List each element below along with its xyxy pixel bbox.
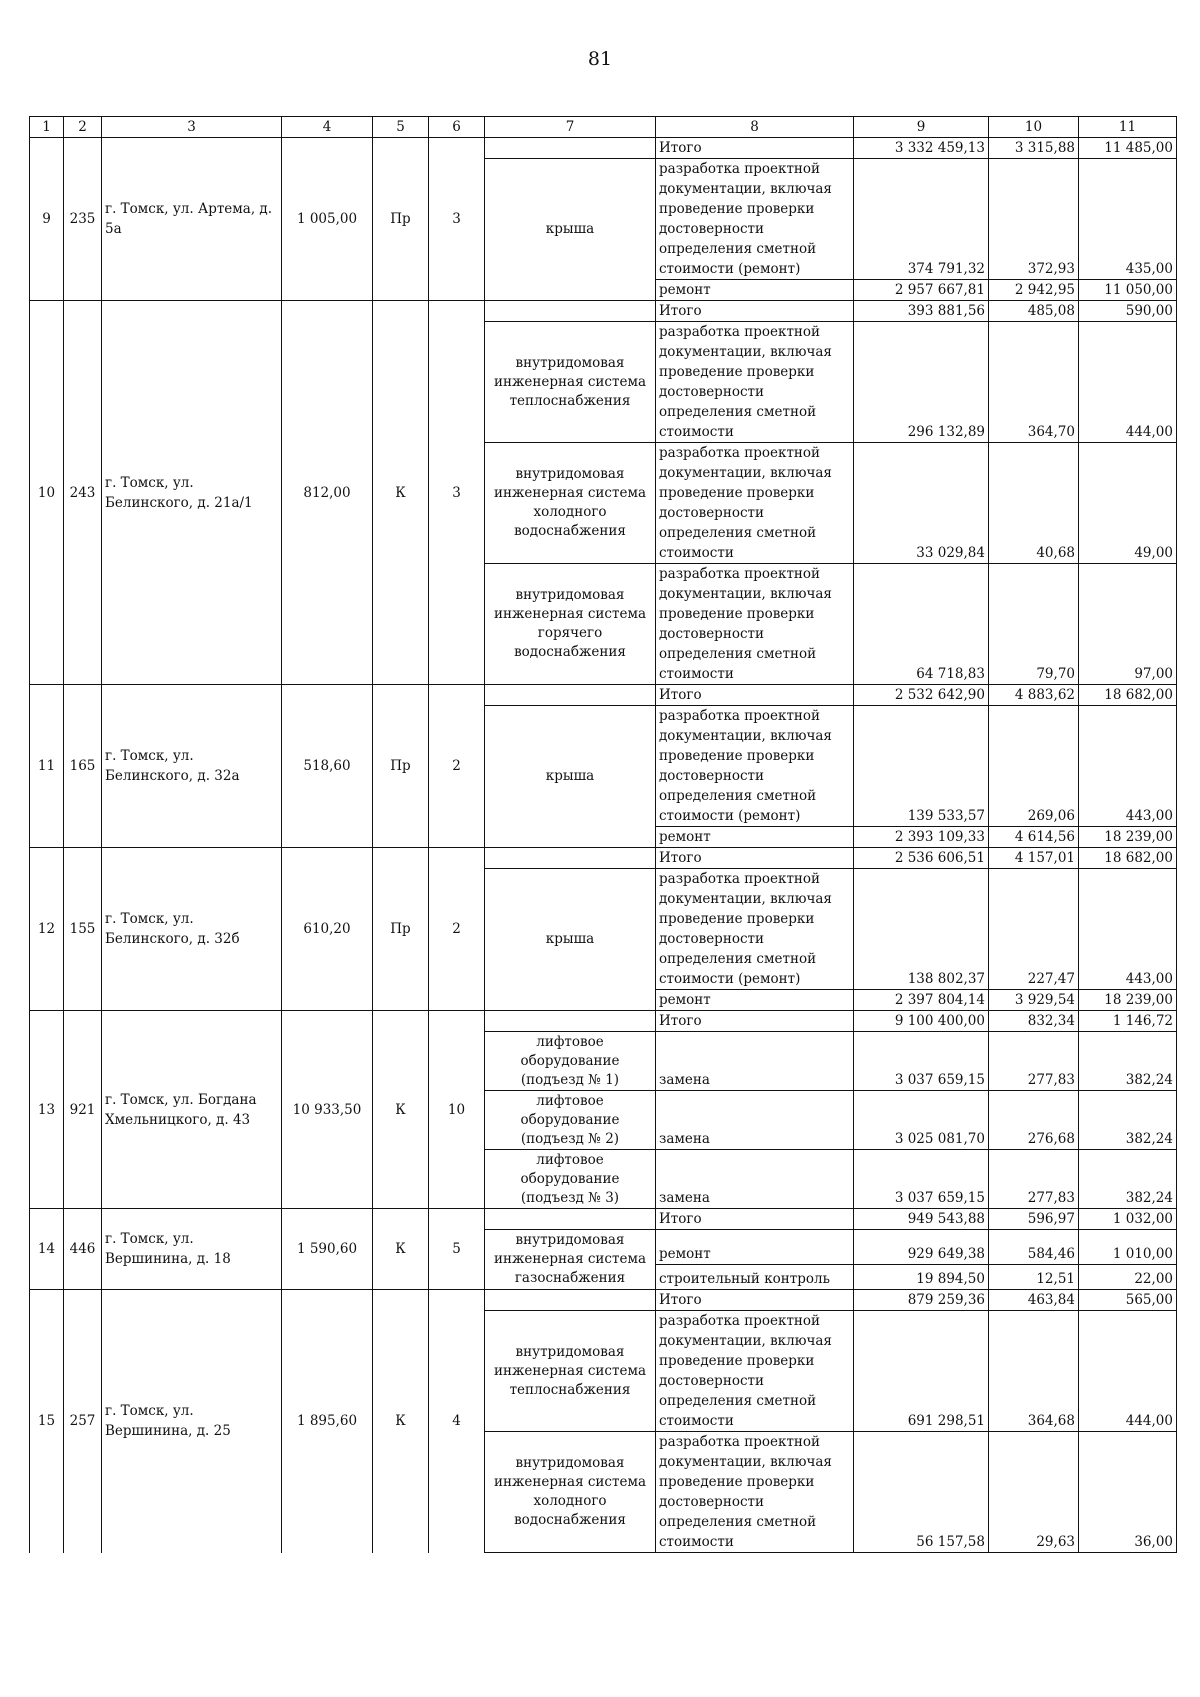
building-type: Пр <box>373 685 429 848</box>
building-area: 812,00 <box>282 301 373 685</box>
unit-cost-value: 364,68 <box>989 1311 1079 1432</box>
limit-value: 11 050,00 <box>1079 280 1177 301</box>
unit-cost-value: 277,83 <box>989 1032 1079 1091</box>
building-area: 518,60 <box>282 685 373 848</box>
system-cell: лифтовое оборудование (подъезд № 3) <box>485 1150 656 1209</box>
building-floors: 4 <box>429 1290 485 1553</box>
limit-value: 1 010,00 <box>1079 1230 1177 1265</box>
work-type: разработка проектной документации, включая проведение проверки достоверности определения сметной стоимости <box>656 443 854 564</box>
unit-cost-value: 584,46 <box>989 1230 1079 1265</box>
building-floors: 5 <box>429 1209 485 1290</box>
limit-value: 443,00 <box>1079 869 1177 990</box>
building-type: Пр <box>373 138 429 301</box>
column-header: 5 <box>373 117 429 138</box>
system-cell: крыша <box>485 159 656 301</box>
unit-cost-value: 364,70 <box>989 322 1079 443</box>
work-type: разработка проектной документации, включая проведение проверки достоверности определения сметной стоимости (ремонт) <box>656 706 854 827</box>
total-row <box>30 301 1177 322</box>
limit-value: 1 146,72 <box>1079 1011 1177 1032</box>
column-header: 10 <box>989 117 1079 138</box>
row-number: 11 <box>30 685 64 848</box>
system-cell <box>485 1011 656 1032</box>
limit-value: 97,00 <box>1079 564 1177 685</box>
system-cell <box>485 138 656 159</box>
building-area: 610,20 <box>282 848 373 1011</box>
row-number: 14 <box>30 1209 64 1290</box>
total-label: Итого <box>656 1209 854 1230</box>
work-type: разработка проектной документации, включая проведение проверки достоверности определения сметной стоимости <box>656 1311 854 1432</box>
cost-value: 296 132,89 <box>854 322 989 443</box>
system-cell: лифтовое оборудование (подъезд № 1) <box>485 1032 656 1091</box>
limit-value: 444,00 <box>1079 322 1177 443</box>
unit-cost-value: 276,68 <box>989 1091 1079 1150</box>
column-header: 7 <box>485 117 656 138</box>
system-cell: лифтовое оборудование (подъезд № 2) <box>485 1091 656 1150</box>
limit-value: 18 682,00 <box>1079 685 1177 706</box>
building-id: 921 <box>64 1011 102 1209</box>
column-header: 11 <box>1079 117 1177 138</box>
limit-value: 444,00 <box>1079 1311 1177 1432</box>
building-type: Пр <box>373 848 429 1011</box>
total-row <box>30 1209 1177 1230</box>
total-label: Итого <box>656 848 854 869</box>
cost-value: 691 298,51 <box>854 1311 989 1432</box>
row-number: 10 <box>30 301 64 685</box>
system-cell <box>485 1209 656 1230</box>
work-type: строительный контроль <box>656 1265 854 1290</box>
cost-value: 374 791,32 <box>854 159 989 280</box>
unit-cost-value: 40,68 <box>989 443 1079 564</box>
unit-cost-value: 227,47 <box>989 869 1079 990</box>
cost-value: 3 332 459,13 <box>854 138 989 159</box>
building-address: г. Томск, ул. Богдана Хмельницкого, д. 43 <box>102 1011 282 1209</box>
building-address: г. Томск, ул. Белинского, д. 32б <box>102 848 282 1011</box>
row-number: 9 <box>30 138 64 301</box>
cost-value: 2 393 109,33 <box>854 827 989 848</box>
work-type: замена <box>656 1150 854 1209</box>
cost-value: 64 718,83 <box>854 564 989 685</box>
unit-cost-value: 596,97 <box>989 1209 1079 1230</box>
building-area: 1 005,00 <box>282 138 373 301</box>
cost-value: 9 100 400,00 <box>854 1011 989 1032</box>
cost-value: 879 259,36 <box>854 1290 989 1311</box>
building-id: 446 <box>64 1209 102 1290</box>
building-id: 243 <box>64 301 102 685</box>
work-type: замена <box>656 1091 854 1150</box>
unit-cost-value: 277,83 <box>989 1150 1079 1209</box>
total-label: Итого <box>656 685 854 706</box>
cost-value: 3 025 081,70 <box>854 1091 989 1150</box>
building-type: К <box>373 1290 429 1553</box>
work-type: ремонт <box>656 1230 854 1265</box>
limit-value: 49,00 <box>1079 443 1177 564</box>
building-floors: 2 <box>429 685 485 848</box>
total-row <box>30 138 1177 159</box>
system-cell <box>485 685 656 706</box>
limit-value: 11 485,00 <box>1079 138 1177 159</box>
building-address: г. Томск, ул. Белинского, д. 21а/1 <box>102 301 282 685</box>
column-header: 3 <box>102 117 282 138</box>
building-address: г. Томск, ул. Вершинина, д. 18 <box>102 1209 282 1290</box>
column-header: 1 <box>30 117 64 138</box>
cost-value: 3 037 659,15 <box>854 1032 989 1091</box>
system-cell: внутридомовая инженерная система теплоснабжения <box>485 322 656 443</box>
building-area: 1 895,60 <box>282 1290 373 1553</box>
unit-cost-value: 12,51 <box>989 1265 1079 1290</box>
building-area: 10 933,50 <box>282 1011 373 1209</box>
cost-value: 2 957 667,81 <box>854 280 989 301</box>
unit-cost-value: 4 883,62 <box>989 685 1079 706</box>
system-cell: внутридомовая инженерная система холодного водоснабжения <box>485 1432 656 1553</box>
work-type: разработка проектной документации, включая проведение проверки достоверности определения сметной стоимости (ремонт) <box>656 159 854 280</box>
building-address: г. Томск, ул. Белинского, д. 32а <box>102 685 282 848</box>
total-label: Итого <box>656 1290 854 1311</box>
cost-value: 2 536 606,51 <box>854 848 989 869</box>
unit-cost-value: 3 929,54 <box>989 990 1079 1011</box>
limit-value: 1 032,00 <box>1079 1209 1177 1230</box>
cost-value: 3 037 659,15 <box>854 1150 989 1209</box>
building-address: г. Томск, ул. Артема, д. 5а <box>102 138 282 301</box>
system-cell: внутридомовая инженерная система газоснабжения <box>485 1230 656 1290</box>
cost-value: 139 533,57 <box>854 706 989 827</box>
work-type: разработка проектной документации, включая проведение проверки достоверности определения сметной стоимости (ремонт) <box>656 869 854 990</box>
total-label: Итого <box>656 301 854 322</box>
unit-cost-value: 2 942,95 <box>989 280 1079 301</box>
system-cell: крыша <box>485 706 656 848</box>
column-header: 9 <box>854 117 989 138</box>
page-number: 81 <box>587 48 613 70</box>
total-row <box>30 1011 1177 1032</box>
unit-cost-value: 4 614,56 <box>989 827 1079 848</box>
column-header: 8 <box>656 117 854 138</box>
limit-value: 590,00 <box>1079 301 1177 322</box>
work-type: ремонт <box>656 990 854 1011</box>
building-type: К <box>373 1011 429 1209</box>
unit-cost-value: 3 315,88 <box>989 138 1079 159</box>
cost-value: 56 157,58 <box>854 1432 989 1553</box>
limit-value: 22,00 <box>1079 1265 1177 1290</box>
building-area: 1 590,60 <box>282 1209 373 1290</box>
unit-cost-value: 372,93 <box>989 159 1079 280</box>
cost-value: 393 881,56 <box>854 301 989 322</box>
column-number-row <box>30 117 1177 138</box>
building-floors: 2 <box>429 848 485 1011</box>
limit-value: 18 682,00 <box>1079 848 1177 869</box>
cost-value: 138 802,37 <box>854 869 989 990</box>
unit-cost-value: 29,63 <box>989 1432 1079 1553</box>
limit-value: 18 239,00 <box>1079 827 1177 848</box>
row-number: 13 <box>30 1011 64 1209</box>
cost-value: 929 649,38 <box>854 1230 989 1265</box>
row-number: 12 <box>30 848 64 1011</box>
total-label: Итого <box>656 1011 854 1032</box>
limit-value: 565,00 <box>1079 1290 1177 1311</box>
work-type: разработка проектной документации, включая проведение проверки достоверности определения сметной стоимости <box>656 322 854 443</box>
work-type: разработка проектной документации, включая проведение проверки достоверности определения сметной стоимости <box>656 1432 854 1553</box>
unit-cost-value: 463,84 <box>989 1290 1079 1311</box>
work-type: ремонт <box>656 827 854 848</box>
building-id: 155 <box>64 848 102 1011</box>
column-header: 2 <box>64 117 102 138</box>
total-label: Итого <box>656 138 854 159</box>
system-cell <box>485 848 656 869</box>
system-cell <box>485 1290 656 1311</box>
work-type: ремонт <box>656 280 854 301</box>
cost-value: 2 397 804,14 <box>854 990 989 1011</box>
building-floors: 3 <box>429 138 485 301</box>
capital-repair-table <box>29 116 1177 1553</box>
limit-value: 18 239,00 <box>1079 990 1177 1011</box>
cost-value: 19 894,50 <box>854 1265 989 1290</box>
cost-value: 949 543,88 <box>854 1209 989 1230</box>
work-type: разработка проектной документации, включая проведение проверки достоверности определения сметной стоимости <box>656 564 854 685</box>
building-type: К <box>373 1209 429 1290</box>
limit-value: 36,00 <box>1079 1432 1177 1553</box>
column-header: 4 <box>282 117 373 138</box>
building-id: 235 <box>64 138 102 301</box>
total-row <box>30 1290 1177 1311</box>
limit-value: 435,00 <box>1079 159 1177 280</box>
total-row <box>30 685 1177 706</box>
unit-cost-value: 4 157,01 <box>989 848 1079 869</box>
system-cell: внутридомовая инженерная система холодного водоснабжения <box>485 443 656 564</box>
building-floors: 3 <box>429 301 485 685</box>
building-type: К <box>373 301 429 685</box>
system-cell <box>485 301 656 322</box>
limit-value: 382,24 <box>1079 1150 1177 1209</box>
system-cell: внутридомовая инженерная система горячего водоснабжения <box>485 564 656 685</box>
unit-cost-value: 485,08 <box>989 301 1079 322</box>
column-header: 6 <box>429 117 485 138</box>
row-number: 15 <box>30 1290 64 1553</box>
cost-value: 2 532 642,90 <box>854 685 989 706</box>
system-cell: крыша <box>485 869 656 1011</box>
building-id: 165 <box>64 685 102 848</box>
unit-cost-value: 832,34 <box>989 1011 1079 1032</box>
building-id: 257 <box>64 1290 102 1553</box>
limit-value: 382,24 <box>1079 1032 1177 1091</box>
work-type: замена <box>656 1032 854 1091</box>
limit-value: 382,24 <box>1079 1091 1177 1150</box>
building-address: г. Томск, ул. Вершинина, д. 25 <box>102 1290 282 1553</box>
limit-value: 443,00 <box>1079 706 1177 827</box>
unit-cost-value: 79,70 <box>989 564 1079 685</box>
building-floors: 10 <box>429 1011 485 1209</box>
total-row <box>30 848 1177 869</box>
system-cell: внутридомовая инженерная система теплоснабжения <box>485 1311 656 1432</box>
cost-value: 33 029,84 <box>854 443 989 564</box>
unit-cost-value: 269,06 <box>989 706 1079 827</box>
